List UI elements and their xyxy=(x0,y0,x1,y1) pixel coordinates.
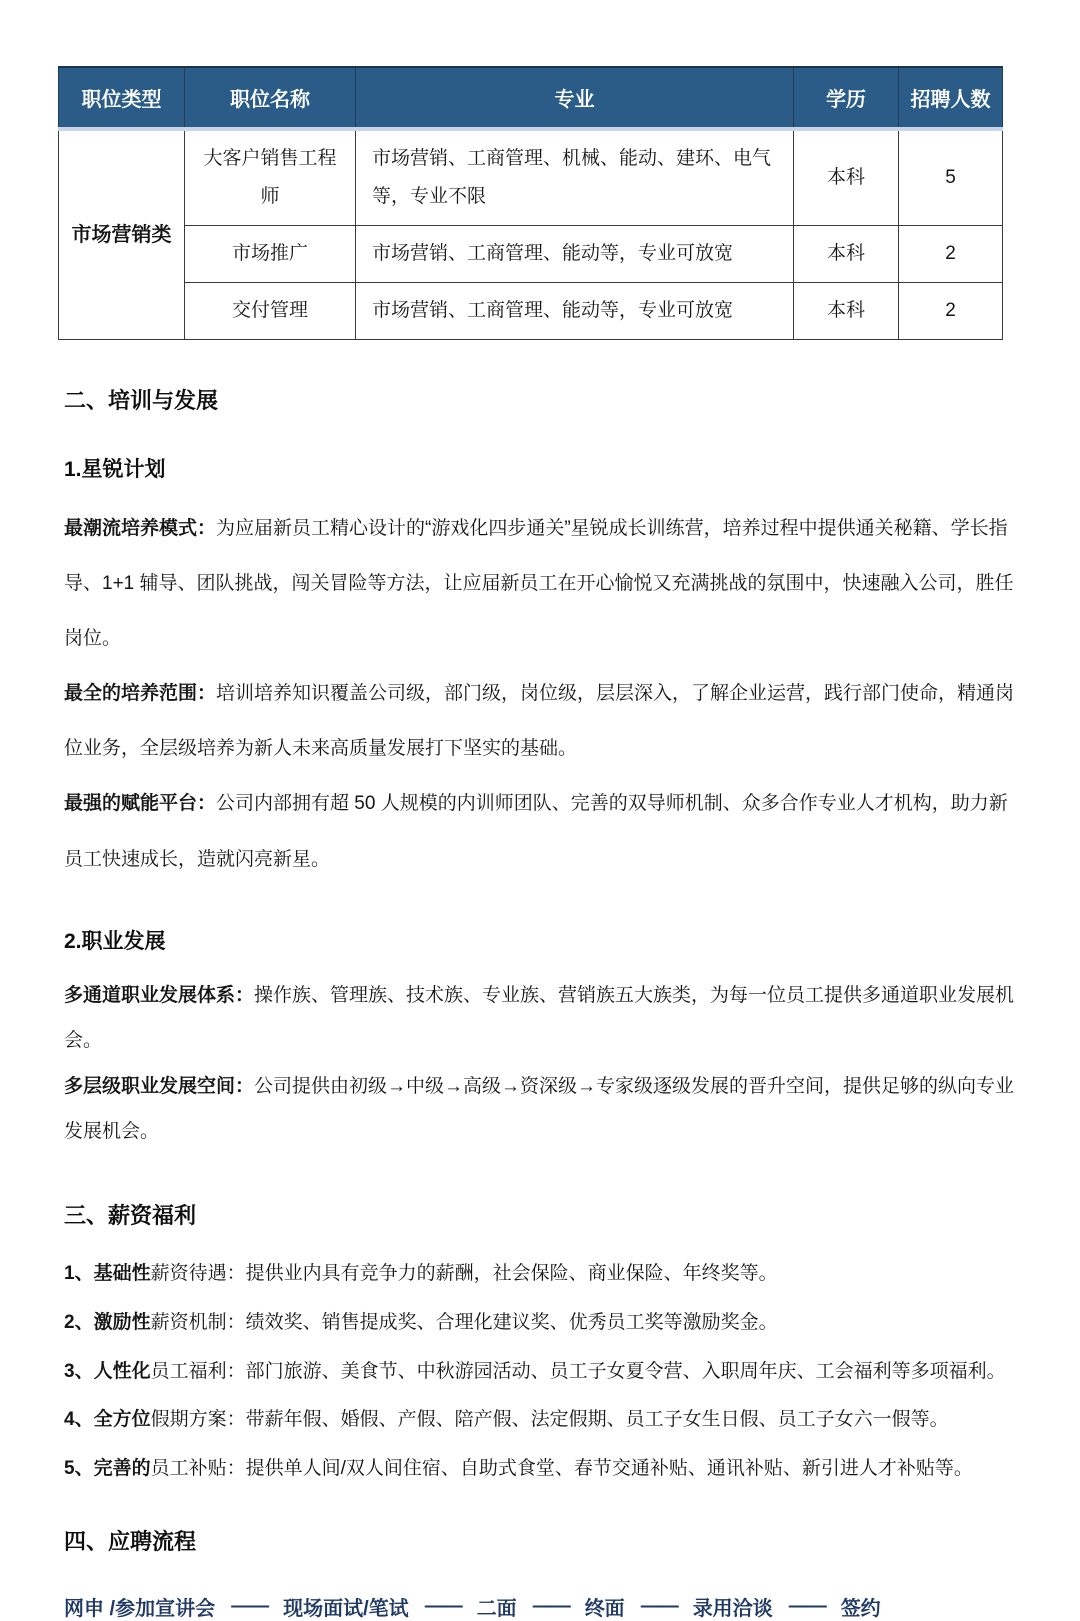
benefit-text: 员工补贴：提供单人间/双人间住宿、自助式食堂、春节交通补贴、通讯补贴、新引进人才补贴等。 xyxy=(150,1458,973,1480)
table-row xyxy=(59,283,1003,340)
application-flow xyxy=(64,1592,1020,1621)
position-name-cell: 市场推广 xyxy=(185,226,356,283)
header-cell-major: 专业 xyxy=(356,67,794,129)
benefit-text: 薪资待遇：提供业内具有竞争力的薪酬，社会保险、商业保险、年终奖等。 xyxy=(150,1263,778,1285)
career-paragraphs xyxy=(58,973,1020,1155)
paragraph-career-levels xyxy=(64,1064,1020,1155)
table-header-row xyxy=(59,67,1003,129)
paragraph-text: 培训培养知识覆盖公司级，部门级，岗位级，层层深入，了解企业运营，践行部门使命，精通岗位业务，全层级培养为新人未来高质量发展打下坚实的基础。 xyxy=(64,683,1015,760)
education-cell: 本科 xyxy=(794,283,899,340)
paragraph-label: 最潮流培养模式： xyxy=(64,518,217,539)
section-title-benefits: 三、薪资福利 xyxy=(64,1203,197,1229)
section-title-training: 二、培训与发展 xyxy=(64,388,219,413)
header-cell-education: 学历 xyxy=(794,67,899,129)
benefit-label: 4、全方位 xyxy=(64,1409,151,1431)
paragraph-career-channels xyxy=(64,973,1020,1064)
section-title-process: 四、应聘流程 xyxy=(64,1528,197,1554)
paragraph-label: 最强的赋能平台： xyxy=(64,793,217,815)
paragraph-training-mode xyxy=(64,501,1020,666)
benefit-item xyxy=(64,1360,1020,1384)
benefit-item xyxy=(64,1408,1020,1432)
benefit-text: 员工福利：部门旅游、美食节、中秋游园活动、员工子女夏令营、入职周年庆、工会福利等多项福利。 xyxy=(150,1360,1006,1382)
flow-step: 签约 xyxy=(840,1597,881,1620)
position-name-cell: 交付管理 xyxy=(185,283,356,340)
header-cell-headcount: 招聘人数 xyxy=(899,67,1003,129)
benefit-item xyxy=(64,1262,1020,1286)
education-cell: 本科 xyxy=(794,129,899,226)
flow-step: 网申 /参加宣讲会 xyxy=(64,1597,216,1620)
paragraph-text: 操作族、管理族、技术族、专业族、营销族五大族类，为每一位员工提供多通道职业发展机会。 xyxy=(64,984,1015,1052)
benefit-item xyxy=(64,1311,1020,1335)
benefit-label: 2、激励性 xyxy=(64,1311,151,1333)
major-cell: 市场营销、工商管理、能动等，专业可放宽 xyxy=(356,283,794,340)
benefit-item xyxy=(64,1457,1020,1481)
position-name-cell: 大客户销售工程师 xyxy=(185,129,356,226)
paragraph-training-scope xyxy=(64,666,1020,776)
benefit-text: 薪资机制：绩效奖、销售提成奖、合理化建议奖、优秀员工奖等激励奖金。 xyxy=(150,1311,778,1333)
header-cell-position-type: 职位类型 xyxy=(59,67,185,129)
table-row xyxy=(59,226,1003,283)
paragraph-label: 最全的培养范围： xyxy=(64,683,217,705)
benefit-label: 1、基础性 xyxy=(64,1263,151,1285)
flow-step: 二面 xyxy=(476,1597,517,1620)
flow-step: 现场面试/笔试 xyxy=(283,1597,409,1620)
flow-step: 录用洽谈 xyxy=(692,1597,773,1620)
paragraph-text: 公司提供由初级→中级→高级→资深级→专家级逐级发展的晋升空间，提供足够的纵向专业发展机会。 xyxy=(64,1075,1015,1143)
education-cell: 本科 xyxy=(794,226,899,283)
flow-connector: —— xyxy=(231,1594,268,1617)
positions-table xyxy=(58,66,1003,340)
flow-connector: —— xyxy=(788,1594,825,1617)
paragraph-label: 多层级职业发展空间： xyxy=(64,1075,255,1097)
major-cell: 市场营销、工商管理、机械、能动、建环、电气等，专业不限 xyxy=(356,129,794,226)
subsection-title-star-plan: 1.星锐计划 xyxy=(64,458,166,481)
paragraph-text: 公司内部拥有超 50 人规模的内训师团队、完善的双导师机制、众多合作专业人才机构，助力新员工快速成长，造就闪亮新星。 xyxy=(64,793,1008,870)
headcount-cell: 2 xyxy=(899,283,1003,340)
benefit-text: 假期方案：带薪年假、婚假、产假、陪产假、法定假期、员工子女生日假、员工子女六一假等。 xyxy=(150,1409,949,1431)
flow-connector: —— xyxy=(532,1594,569,1617)
major-cell: 市场营销、工商管理、能动等，专业可放宽 xyxy=(356,226,794,283)
paragraph-label: 多通道职业发展体系： xyxy=(64,984,255,1006)
category-cell: 市场营销类 xyxy=(59,129,185,340)
flow-connector: —— xyxy=(424,1594,461,1617)
flow-connector: —— xyxy=(640,1594,677,1617)
paragraph-empower-platform xyxy=(64,776,1020,886)
paragraph-text: 为应届新员工精心设计的“游戏化四步通关”星锐成长训练营，培养过程中提供通关秘籍、学长指导、1+1 辅导、团队挑战，闯关冒险等方法，让应届新员工在开心愉悦又充满挑战的氛围中，快速融入公司，胜任岗位。 xyxy=(64,518,1014,650)
benefits-list xyxy=(58,1262,1020,1481)
headcount-cell: 2 xyxy=(899,226,1003,283)
subsection-title-career: 2.职业发展 xyxy=(64,929,166,953)
headcount-cell: 5 xyxy=(899,129,1003,226)
table-row xyxy=(59,129,1003,226)
benefit-label: 5、完善的 xyxy=(64,1458,151,1480)
benefit-label: 3、人性化 xyxy=(64,1360,151,1382)
header-cell-position-name: 职位名称 xyxy=(185,67,356,129)
flow-step: 终面 xyxy=(584,1597,625,1620)
